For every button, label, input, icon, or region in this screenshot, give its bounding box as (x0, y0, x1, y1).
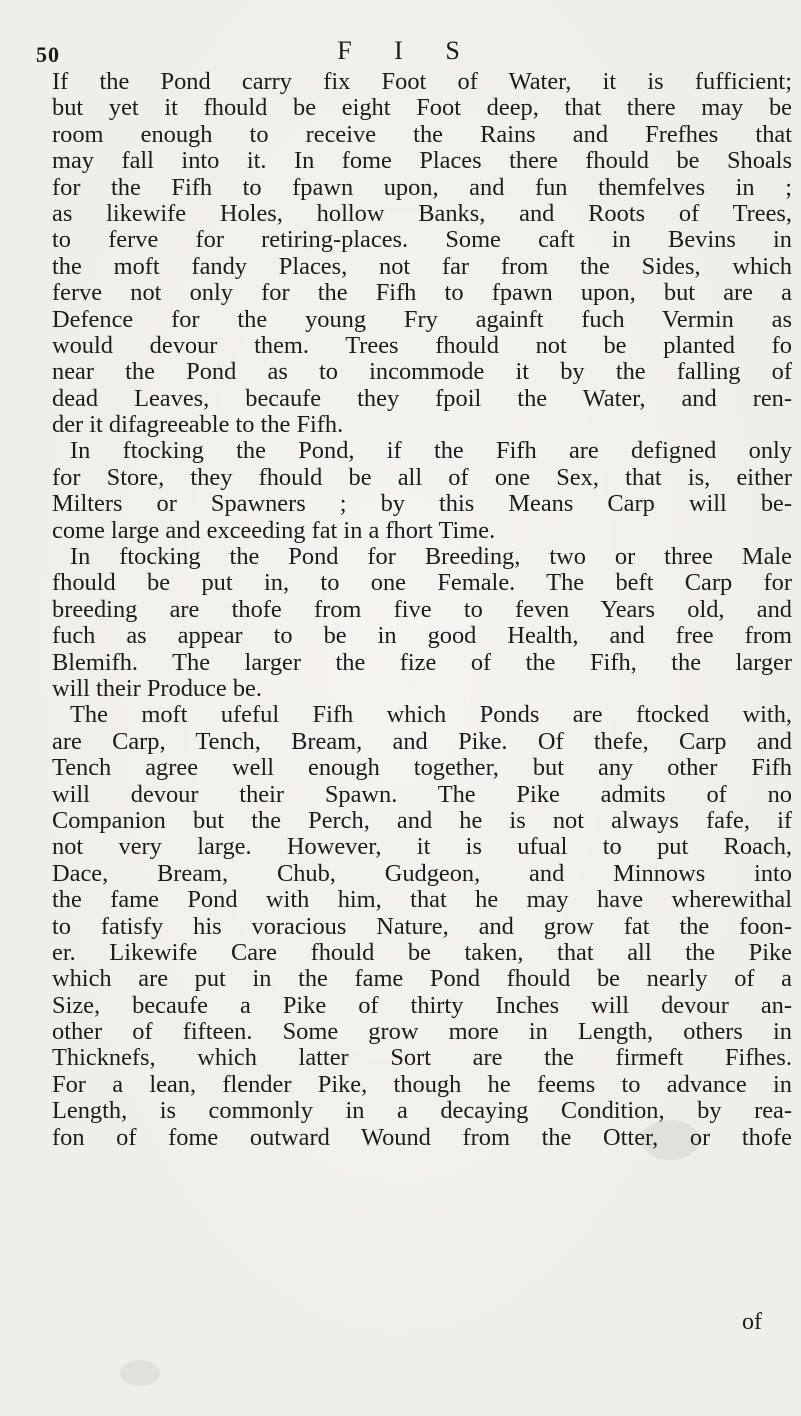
text-line: fuch as appear to be in good Health, and free from (52, 622, 792, 650)
text-line: fon of fome outward Wound from the Otter, or thofe (52, 1123, 792, 1151)
text-line: ferve not only for the Fifh to fpawn upon, but are a (52, 279, 792, 307)
text-line: Companion but the Perch, and he is not always fafe, if (52, 806, 792, 834)
text-line: For a lean, flender Pike, though he feems to advance in (52, 1070, 792, 1098)
page-header (0, 36, 801, 70)
page-number: 50 (36, 42, 60, 67)
text-line: room enough to receive the Rains and Frefhes that (52, 120, 792, 148)
text-line: Size, becaufe a Pike of thirty Inches will devour an- (52, 991, 792, 1019)
text-line: Tench agree well enough together, but any other Fifh (52, 754, 792, 782)
text-line: for Store, they fhould be all of one Sex, that is, either (52, 463, 792, 491)
text-line: Defence for the young Fry againft fuch Vermin as (52, 305, 792, 333)
text-line: may fall into it. In fome Places there fhould be Shoals (52, 147, 792, 175)
text-line: Thicknefs, which latter Sort are the firmeft Fifhes. (52, 1044, 792, 1072)
text-line: Length, is commonly in a decaying Condition, by rea- (52, 1097, 792, 1125)
text-line: other of fifteen. Some grow more in Length, others in (52, 1018, 792, 1046)
text-line: as likewife Holes, hollow Banks, and Roots of Trees, (52, 199, 792, 227)
text-line: Milters or Spawners ; by this Means Carp will be- (52, 490, 792, 518)
text-line: If the Pond carry fix Foot of Water, it is fufficient; (52, 68, 792, 95)
catchword: of (742, 1309, 762, 1335)
text-line: for the Fifh to fpawn upon, and fun themfelves in ; (52, 173, 792, 201)
text-line: Blemifh. The larger the fize of the Fifh, the larger (52, 648, 792, 676)
text-line: In ftocking the Pond for Breeding, two or three Male (70, 543, 792, 571)
text-line: are Carp, Tench, Bream, and Pike. Of thefe, Carp and (52, 727, 792, 755)
text-line: but yet it fhould be eight Foot deep, that there may be (52, 94, 792, 122)
text-line: come large and exceeding fat in a fhort Time. (52, 516, 496, 544)
text-line: breeding are thofe from five to feven Years old, and (52, 595, 792, 623)
text-line: not very large. However, it is ufual to put Roach, (52, 833, 792, 861)
text-line: er. Likewife Care fhould be taken, that all the Pike (52, 938, 792, 966)
text-line: will their Produce be. (52, 674, 262, 702)
text-line: der it difagreeable to the Fifh. (52, 411, 344, 439)
text-line: the fame Pond with him, that he may have wherewithal (52, 886, 792, 914)
paper-stain (120, 1360, 160, 1386)
text-line: Dace, Bream, Chub, Gudgeon, and Minnows into (52, 859, 792, 887)
text-line: the moft fandy Places, not far from the Sides, which (52, 252, 792, 280)
text-line: In ftocking the Pond, if the Fifh are defigned only (70, 437, 792, 465)
text-line: The moft ufeful Fifh which Ponds are ftocked with, (70, 701, 792, 729)
text-line: near the Pond as to incommode it by the falling of (52, 358, 792, 386)
text-line: fhould be put in, to one Female. The beft Carp for (52, 569, 792, 597)
text-line: which are put in the fame Pond fhould be nearly of a (52, 965, 792, 993)
text-line: will devour their Spawn. The Pike admits of no (52, 780, 792, 808)
text-line: to ferve for retiring-places. Some caft in Bevins in (52, 226, 792, 254)
text-line: to fatisfy his voracious Nature, and grow fat the foon- (52, 912, 792, 940)
text-line: would devour them. Trees fhould not be planted fo (52, 331, 792, 359)
running-head: F I S (337, 36, 478, 65)
body-text (52, 69, 792, 1151)
text-line: dead Leaves, becaufe they fpoil the Water, and ren- (52, 384, 792, 412)
